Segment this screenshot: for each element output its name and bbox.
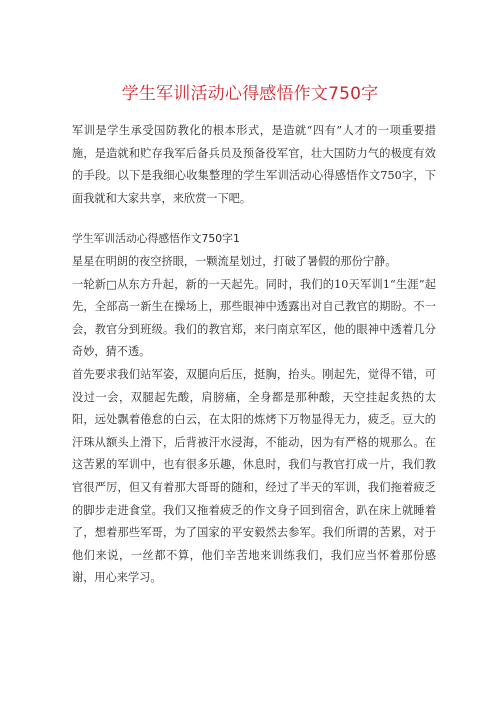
document-body: [72, 120, 436, 590]
body-paragraph-1: 星星在明朗的夜空挤眼，一颗流星划过，打破了暑假的那份宁静。: [72, 254, 397, 268]
document-title: 学生军训活动心得感悟作文750字: [121, 84, 379, 104]
intro-paragraph: 军训是学生承受国防教化的根本形式，是造就“四有”人才的一项重要措施，是造就和贮存我军后备兵员及预备役军官，壮大国防力气的极度有效的手段。以下是我细心收集整理的学生军训活动心得感悟作文750字，下面我就和大家共享，来欣赏一下吧。: [72, 124, 436, 205]
section-heading: 学生军训活动心得感悟作文750字1: [72, 232, 240, 246]
section-spacer: [72, 210, 436, 228]
body-paragraph-2: 一轮新□从东方升起，新的一天起先。同时，我们的10天军训1“生涯”起先，全部高一新生在操场上，那些眼神中透露出对自己教官的期盼。不一会，教官分到班级。我们的教官郑，来闩南京军区，他的眼神中透着几分奇妙，猜不透。: [72, 277, 436, 359]
body-paragraph-3: 首先要求我们站军姿，双腿向后压，挺胸，抬头。刚起先，觉得不错，可没过一会，双腿起先酸，肩膀痛，全身都是那种酸，天空挂起炙热的太阳，远处飘着倦怠的白云，在太阳的炼烤下万物显得无力，疲乏。豆大的汗珠从额头上滑下，后背被汗水浸海，不能动，因为有严格的规那么。在这苦累的军训中，也有很多乐趣，休息时，我们与教官打成一片，我们教官很严厉，但又有着那大哥哥的随和，经过了半天的军训，我们拖着疲乏的脚步走进食堂。我们又拖着疲乏的作文身子回到宿舍，趴在床上就睡着了，想着那些军哥，为了国家的平安毅然去参军。我们所谓的苦累，对于他们来说，一丝都不算，他们辛苦地来训练我们，我们应当怀着那份感谢，用心来学习。: [72, 367, 436, 585]
